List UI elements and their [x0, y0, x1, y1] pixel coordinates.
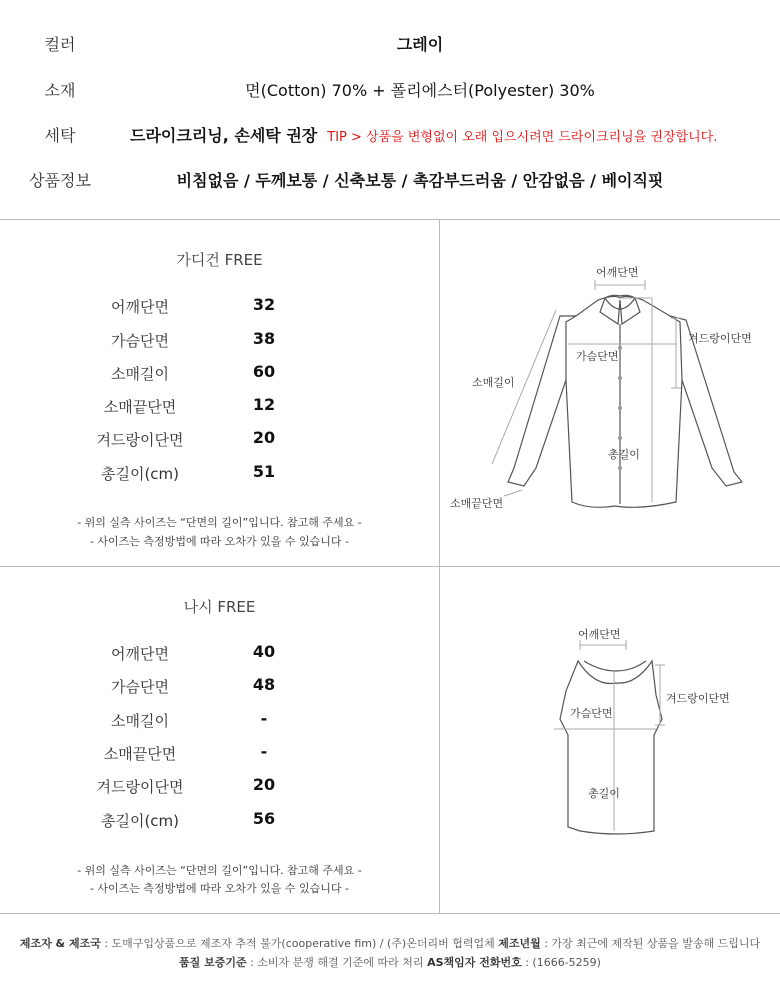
label-armpit: 겨드랑이단면 — [666, 692, 730, 705]
size-row — [60, 672, 360, 698]
size-key: 소매끝단면 — [103, 745, 177, 763]
size-key: 총길이(cm) — [100, 812, 180, 830]
footer-label: 제조년월 — [498, 937, 541, 950]
label-shoulder: 어깨단면 — [596, 266, 639, 279]
info-label: 소재 — [44, 81, 76, 100]
size-row — [60, 459, 360, 485]
label-total: 총길이 — [588, 787, 620, 800]
info-row-material — [0, 68, 780, 108]
size-value: 20 — [252, 775, 276, 794]
size-row — [60, 639, 360, 665]
size-note: - 사이즈는 측정방법에 따라 오차가 있을 수 있습니다 - — [89, 535, 350, 548]
size-key: 가슴단면 — [111, 332, 169, 350]
info-label: 컬러 — [44, 35, 76, 54]
footer-label: 품질 보증기준 — [179, 956, 247, 969]
size-value: 40 — [252, 642, 276, 661]
footer-text: : 가장 최근에 제작된 상품을 발송해 드립니다 — [540, 937, 761, 950]
footer-text: : (1666-5259) — [521, 956, 601, 969]
size-row — [60, 706, 360, 732]
footer-label: AS책임자 전화번호 — [427, 956, 522, 969]
wash-tip: TIP > 상품을 변형없이 오래 입으시려면 드라이크리닝을 권장합니다. — [327, 130, 718, 145]
size-note: - 위의 실측 사이즈는 “단면의 길이”입니다. 참고해 주세요 - — [77, 864, 362, 877]
label-armpit: 겨드랑이단면 — [688, 332, 752, 345]
size-note: - 사이즈는 측정방법에 따라 오차가 있을 수 있습니다 - — [89, 882, 350, 895]
label-total: 총길이 — [608, 448, 640, 461]
label-cuff: 소매끝단면 — [450, 497, 504, 510]
info-row-wash — [0, 113, 780, 153]
size-value: 20 — [252, 428, 276, 447]
info-value-wrap — [130, 123, 780, 146]
label-chest: 가슴단면 — [570, 707, 613, 720]
size-key: 어깨단면 — [111, 645, 169, 663]
footer-line-2 — [0, 954, 780, 970]
footer-label: 제조자 & 제조국 — [19, 937, 101, 950]
size-value: 56 — [252, 809, 276, 828]
sleeveless-title: 나시 FREE — [183, 598, 256, 616]
size-row — [60, 806, 360, 832]
label-shoulder: 어깨단면 — [578, 628, 621, 641]
size-key: 겨드랑이단면 — [96, 778, 184, 796]
size-value: 60 — [252, 362, 276, 381]
cardigan-diagram — [440, 220, 780, 566]
label-sleeve: 소매길이 — [472, 376, 515, 389]
footer-text: : 도매구입상품으로 제조자 추적 불가(cooperative fim) / (주)온더리버 협력업체 — [100, 937, 499, 950]
info-value: 면(Cotton) 70% + 폴리에스터(Polyester) 30% — [245, 81, 595, 100]
size-value: 48 — [252, 675, 276, 694]
size-row — [60, 359, 360, 385]
size-row — [60, 739, 360, 765]
info-label: 세탁 — [44, 126, 76, 145]
size-value: 32 — [252, 295, 276, 314]
size-row — [60, 326, 360, 352]
size-value: 51 — [252, 462, 276, 481]
info-value: 드라이크리닝, 손세탁 권장 — [130, 126, 318, 145]
label-chest: 가슴단면 — [576, 350, 619, 363]
size-row — [60, 392, 360, 418]
size-key: 어깨단면 — [111, 298, 169, 316]
size-row — [60, 772, 360, 798]
info-value: 그레이 — [396, 35, 444, 54]
info-value: 비침없음 / 두께보통 / 신축보통 / 촉감부드러움 / 안감없음 / 베이직핏 — [176, 171, 664, 190]
size-row — [60, 425, 360, 451]
size-note: - 위의 실측 사이즈는 “단면의 길이”입니다. 참고해 주세요 - — [77, 516, 362, 529]
footer-line-1 — [0, 935, 780, 951]
size-value: - — [260, 709, 268, 728]
size-key: 소매끝단면 — [103, 398, 177, 416]
size-value: - — [260, 742, 268, 761]
info-row-details — [0, 158, 780, 198]
size-key: 총길이(cm) — [100, 465, 180, 483]
info-label: 상품정보 — [29, 171, 91, 190]
divider — [0, 913, 780, 914]
size-value: 12 — [252, 395, 276, 414]
cardigan-title: 가디건 FREE — [176, 251, 263, 269]
info-row-color — [0, 22, 780, 62]
sleeveless-diagram — [440, 567, 780, 913]
size-row — [60, 292, 360, 318]
size-key: 가슴단면 — [111, 678, 169, 696]
size-value: 38 — [252, 329, 276, 348]
footer-text: : 소비자 분쟁 해결 기준에 따라 처리 — [246, 956, 428, 969]
size-key: 소매길이 — [111, 712, 169, 730]
size-key: 겨드랑이단면 — [96, 431, 184, 449]
size-key: 소매길이 — [111, 365, 169, 383]
